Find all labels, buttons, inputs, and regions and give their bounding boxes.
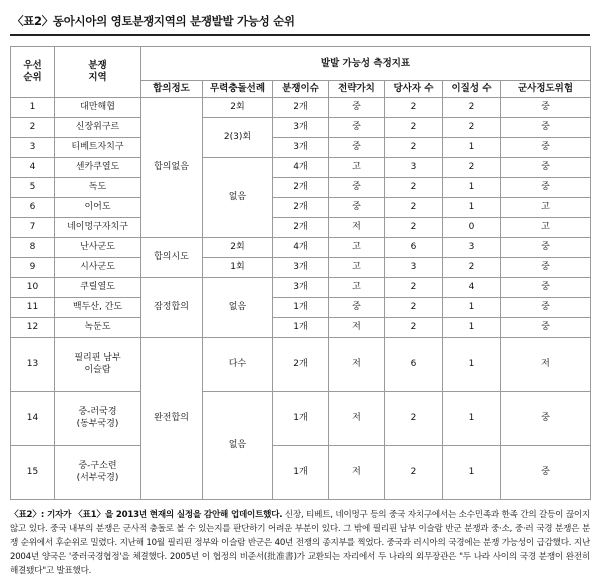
cell-agreement-group-1: 합의없음 (141, 98, 203, 238)
cell-region: 신장위구르 (55, 118, 141, 138)
cell-priority: 1 (11, 98, 55, 118)
table-row (11, 98, 591, 118)
cell-hetero: 2 (443, 158, 501, 178)
cell-hetero: 2 (443, 258, 501, 278)
cell-region: 대만해협 (55, 98, 141, 118)
cell-strategic: 중 (329, 298, 385, 318)
cell-military: 중 (501, 158, 591, 178)
cell-strategic: 중 (329, 198, 385, 218)
cell-military: 중 (501, 178, 591, 198)
table-footnote (10, 509, 590, 579)
cell-priority: 4 (11, 158, 55, 178)
cell-parties: 2 (385, 278, 443, 298)
cell-issue: 2개 (273, 218, 329, 238)
cell-military: 중 (501, 118, 591, 138)
footnote-body: 신장, 티베트, 네이멍구 등의 중국 자치구에서는 소수민족과 한족 간의 갈등이 끊이지 않고 있다. 중국 내부의 분쟁은 군사적 충돌로 볼 수 있는지를 판단하기 어려운 부분이 있다. 그 밖에 필리핀 남부 이슬람 반군 분쟁과 중·소, 중·러 국경 분쟁은 분쟁 순위에서 후순위로 밀렸다. 지난해 10월 필리핀 정부와 이슬람 반군은 40년 전쟁의 종지부를 찍었다. 중국과 러시아의 국경에는 분쟁 가능성이 급감했다. 지난 2004년 양국은 '중러국경협정'을 체결했다. 2005년 이 협정의 비준서(批准書)가 교환되는 자리에서 두 나라의 외무장관은 "두 나라 사이의 국경 분쟁이 완전히 해결됐다"고 발표했다. (10, 510, 590, 576)
cell-issue: 2개 (273, 198, 329, 218)
cell-hetero: 1 (443, 298, 501, 318)
cell-clash: 없음 (203, 278, 273, 338)
cell-strategic: 중 (329, 178, 385, 198)
cell-strategic: 저 (329, 446, 385, 500)
cell-issue: 2개 (273, 178, 329, 198)
table-row (11, 118, 591, 138)
cell-priority: 3 (11, 138, 55, 158)
cell-priority: 12 (11, 318, 55, 338)
cell-parties: 2 (385, 178, 443, 198)
cell-priority: 5 (11, 178, 55, 198)
cell-region: 녹둔도 (55, 318, 141, 338)
cell-military: 중 (501, 258, 591, 278)
cell-priority: 7 (11, 218, 55, 238)
cell-issue: 1개 (273, 298, 329, 318)
table-body (11, 98, 591, 500)
cell-agreement-group-3: 잠정합의 (141, 278, 203, 338)
cell-clash: 없음 (203, 392, 273, 500)
table-row (11, 178, 591, 198)
table-row (11, 218, 591, 238)
cell-hetero: 1 (443, 338, 501, 392)
cell-priority: 14 (11, 392, 55, 446)
cell-hetero: 1 (443, 392, 501, 446)
cell-strategic: 고 (329, 158, 385, 178)
cell-military: 중 (501, 298, 591, 318)
cell-parties: 2 (385, 446, 443, 500)
cell-hetero: 1 (443, 318, 501, 338)
cell-parties: 2 (385, 118, 443, 138)
cell-hetero: 2 (443, 118, 501, 138)
table-row (11, 258, 591, 278)
cell-strategic: 고 (329, 258, 385, 278)
cell-strategic: 중 (329, 118, 385, 138)
cell-issue: 3개 (273, 258, 329, 278)
cell-issue: 1개 (273, 446, 329, 500)
cell-hetero: 1 (443, 446, 501, 500)
table-head (11, 47, 591, 98)
cell-region: 독도 (55, 178, 141, 198)
col-header-clash: 무력충돌선례 (203, 81, 273, 98)
col-header-hetero: 이질성 수 (443, 81, 501, 98)
cell-military: 중 (501, 446, 591, 500)
cell-region: 이어도 (55, 198, 141, 218)
cell-clash: 없음 (203, 158, 273, 238)
cell-region: 티베트자치구 (55, 138, 141, 158)
cell-hetero: 4 (443, 278, 501, 298)
cell-clash: 2회 (203, 238, 273, 258)
cell-parties: 2 (385, 218, 443, 238)
cell-region: 중-러국경 (동부국경) (55, 392, 141, 446)
cell-issue: 4개 (273, 238, 329, 258)
cell-priority: 2 (11, 118, 55, 138)
cell-military: 고 (501, 198, 591, 218)
cell-military: 저 (501, 338, 591, 392)
cell-strategic: 고 (329, 238, 385, 258)
cell-clash: 2회 (203, 98, 273, 118)
cell-issue: 1개 (273, 392, 329, 446)
cell-priority: 11 (11, 298, 55, 318)
col-header-agreement: 합의정도 (141, 81, 203, 98)
col-header-issue: 분쟁이슈 (273, 81, 329, 98)
cell-agreement-group-2: 합의시도 (141, 238, 203, 278)
cell-region: 필리핀 남부 이슬람 (55, 338, 141, 392)
table-row (11, 138, 591, 158)
cell-hetero: 3 (443, 238, 501, 258)
cell-parties: 2 (385, 98, 443, 118)
cell-region: 센카쿠열도 (55, 158, 141, 178)
cell-military: 중 (501, 392, 591, 446)
cell-military: 중 (501, 278, 591, 298)
page-title: 〈표2〉동아시아의 영토분쟁지역의 분쟁발발 가능성 순위 (12, 14, 295, 28)
footnote-prefix: 〈표2〉: 기자가 〈표1〉을 2013년 현재의 실정을 감안해 업데이트했다. (10, 510, 283, 520)
cell-clash: 2(3)회 (203, 118, 273, 158)
table-row (11, 158, 591, 178)
cell-region: 쿠릴열도 (55, 278, 141, 298)
cell-parties: 2 (385, 392, 443, 446)
cell-priority: 13 (11, 338, 55, 392)
cell-issue: 1개 (273, 318, 329, 338)
cell-issue: 3개 (273, 138, 329, 158)
col-header-group: 발발 가능성 측정지표 (141, 47, 591, 81)
cell-parties: 3 (385, 258, 443, 278)
cell-priority: 9 (11, 258, 55, 278)
cell-military: 중 (501, 238, 591, 258)
cell-issue: 2개 (273, 98, 329, 118)
table-row (11, 338, 591, 392)
cell-issue: 4개 (273, 158, 329, 178)
cell-strategic: 저 (329, 338, 385, 392)
cell-strategic: 저 (329, 218, 385, 238)
cell-region: 시사군도 (55, 258, 141, 278)
table-title-bar (10, 8, 590, 36)
conflict-ranking-table (10, 46, 591, 500)
cell-parties: 6 (385, 238, 443, 258)
col-header-priority: 우선 순위 (11, 47, 55, 98)
cell-parties: 2 (385, 138, 443, 158)
table-row (11, 278, 591, 298)
cell-priority: 15 (11, 446, 55, 500)
cell-strategic: 저 (329, 392, 385, 446)
cell-issue: 3개 (273, 278, 329, 298)
col-header-parties: 당사자 수 (385, 81, 443, 98)
cell-parties: 3 (385, 158, 443, 178)
cell-region: 중-구소련 (서부국경) (55, 446, 141, 500)
cell-strategic: 중 (329, 98, 385, 118)
cell-region: 네이멍구자치구 (55, 218, 141, 238)
col-header-military: 군사정도위험 (501, 81, 591, 98)
table-row (11, 198, 591, 218)
cell-priority: 6 (11, 198, 55, 218)
table-row (11, 392, 591, 446)
cell-hetero: 2 (443, 98, 501, 118)
cell-parties: 2 (385, 198, 443, 218)
cell-strategic: 중 (329, 138, 385, 158)
cell-parties: 2 (385, 298, 443, 318)
cell-clash: 1회 (203, 258, 273, 278)
cell-priority: 8 (11, 238, 55, 258)
table-row (11, 446, 591, 500)
cell-strategic: 고 (329, 278, 385, 298)
cell-hetero: 1 (443, 138, 501, 158)
cell-hetero: 1 (443, 198, 501, 218)
table-row (11, 298, 591, 318)
cell-parties: 2 (385, 318, 443, 338)
cell-priority: 10 (11, 278, 55, 298)
cell-hetero: 0 (443, 218, 501, 238)
cell-parties: 6 (385, 338, 443, 392)
cell-issue: 2개 (273, 338, 329, 392)
cell-clash: 다수 (203, 338, 273, 392)
cell-agreement-group-4: 완전합의 (141, 338, 203, 500)
cell-strategic: 저 (329, 318, 385, 338)
cell-issue: 3개 (273, 118, 329, 138)
cell-hetero: 1 (443, 178, 501, 198)
cell-military: 고 (501, 218, 591, 238)
col-header-strategic: 전략가치 (329, 81, 385, 98)
cell-military: 중 (501, 98, 591, 118)
cell-region: 백두산, 간도 (55, 298, 141, 318)
table-row (11, 238, 591, 258)
table-row (11, 318, 591, 338)
cell-military: 중 (501, 138, 591, 158)
col-header-region: 분쟁 지역 (55, 47, 141, 98)
cell-military: 중 (501, 318, 591, 338)
cell-region: 난사군도 (55, 238, 141, 258)
